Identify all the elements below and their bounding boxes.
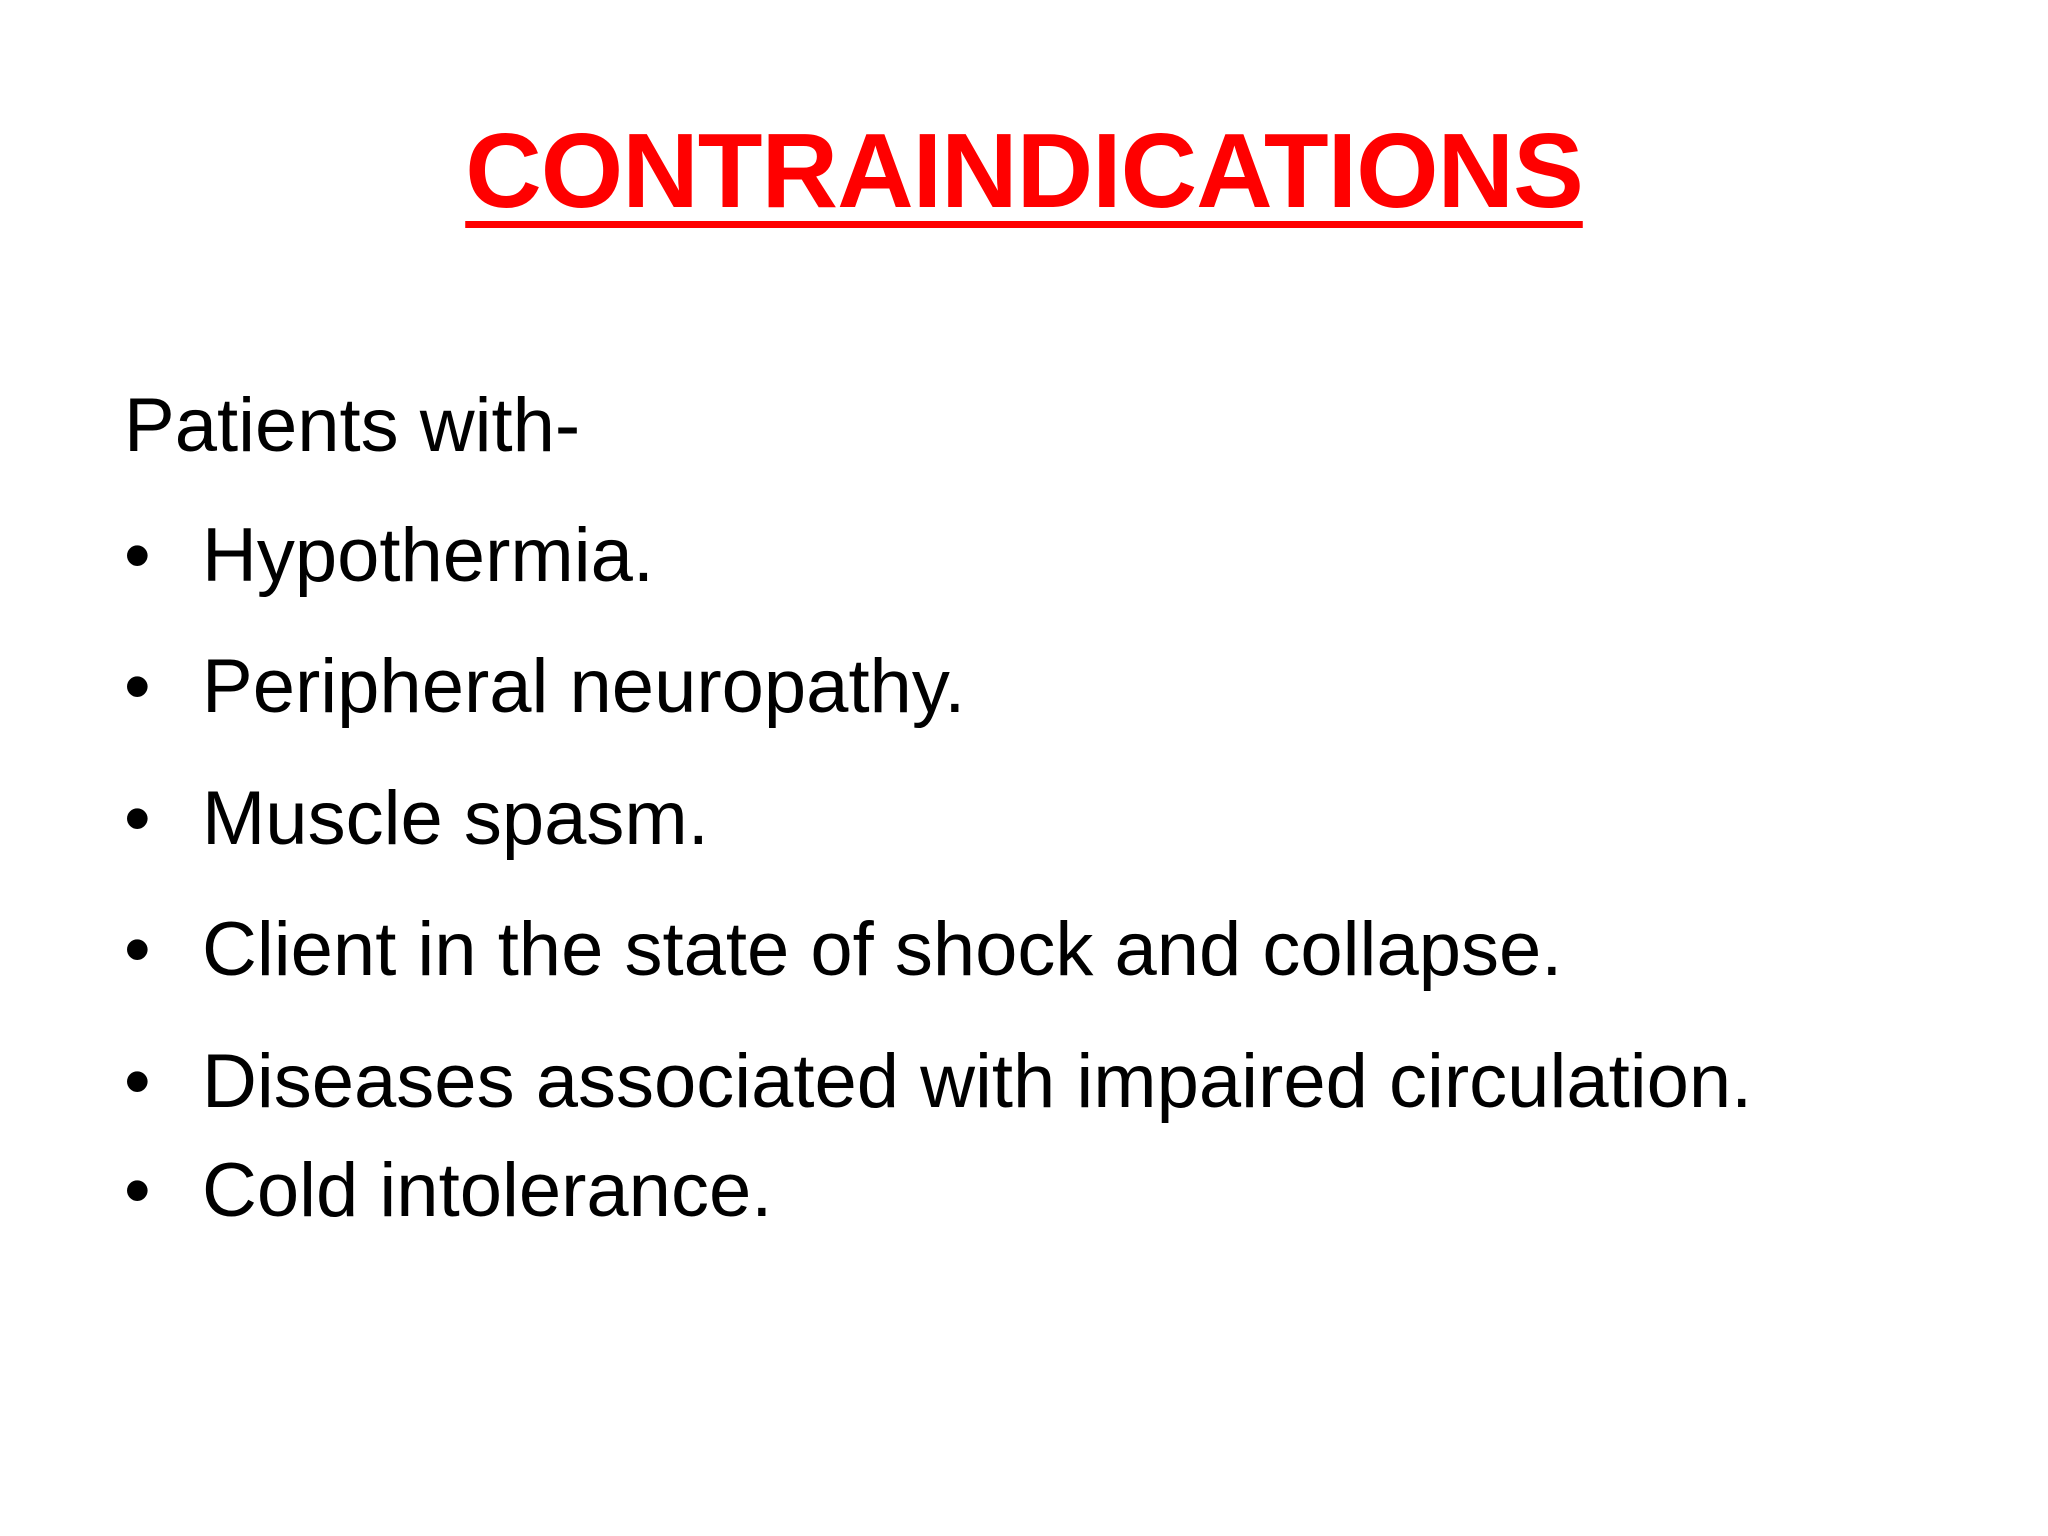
contraindications-list <box>124 512 1752 1234</box>
bullet-icon: • <box>124 513 151 598</box>
list-item-text: Muscle spasm. <box>202 775 709 861</box>
intro-text: Patients with- <box>124 383 581 468</box>
list-item <box>124 906 1752 993</box>
list-item-text: Peripheral neuropathy. <box>202 644 966 730</box>
bullet-icon: • <box>124 644 151 730</box>
slide-title: CONTRAINDICATIONS <box>465 112 1583 230</box>
list-item-text: Diseases associated with impaired circulation. <box>202 1038 1753 1124</box>
bullet-icon: • <box>124 775 151 861</box>
list-item-text: Client in the state of shock and collapse. <box>202 907 1563 993</box>
list-item <box>124 512 1752 599</box>
bullet-icon: • <box>124 907 151 993</box>
list-item <box>124 643 1752 730</box>
list-item-text: Hypothermia. <box>202 513 654 598</box>
list-item <box>124 775 1752 862</box>
list-item <box>124 1038 1752 1125</box>
list-item-text: Cold intolerance. <box>202 1147 773 1233</box>
bullet-icon: • <box>124 1147 151 1233</box>
list-item <box>124 1147 1752 1234</box>
bullet-icon: • <box>124 1038 151 1124</box>
